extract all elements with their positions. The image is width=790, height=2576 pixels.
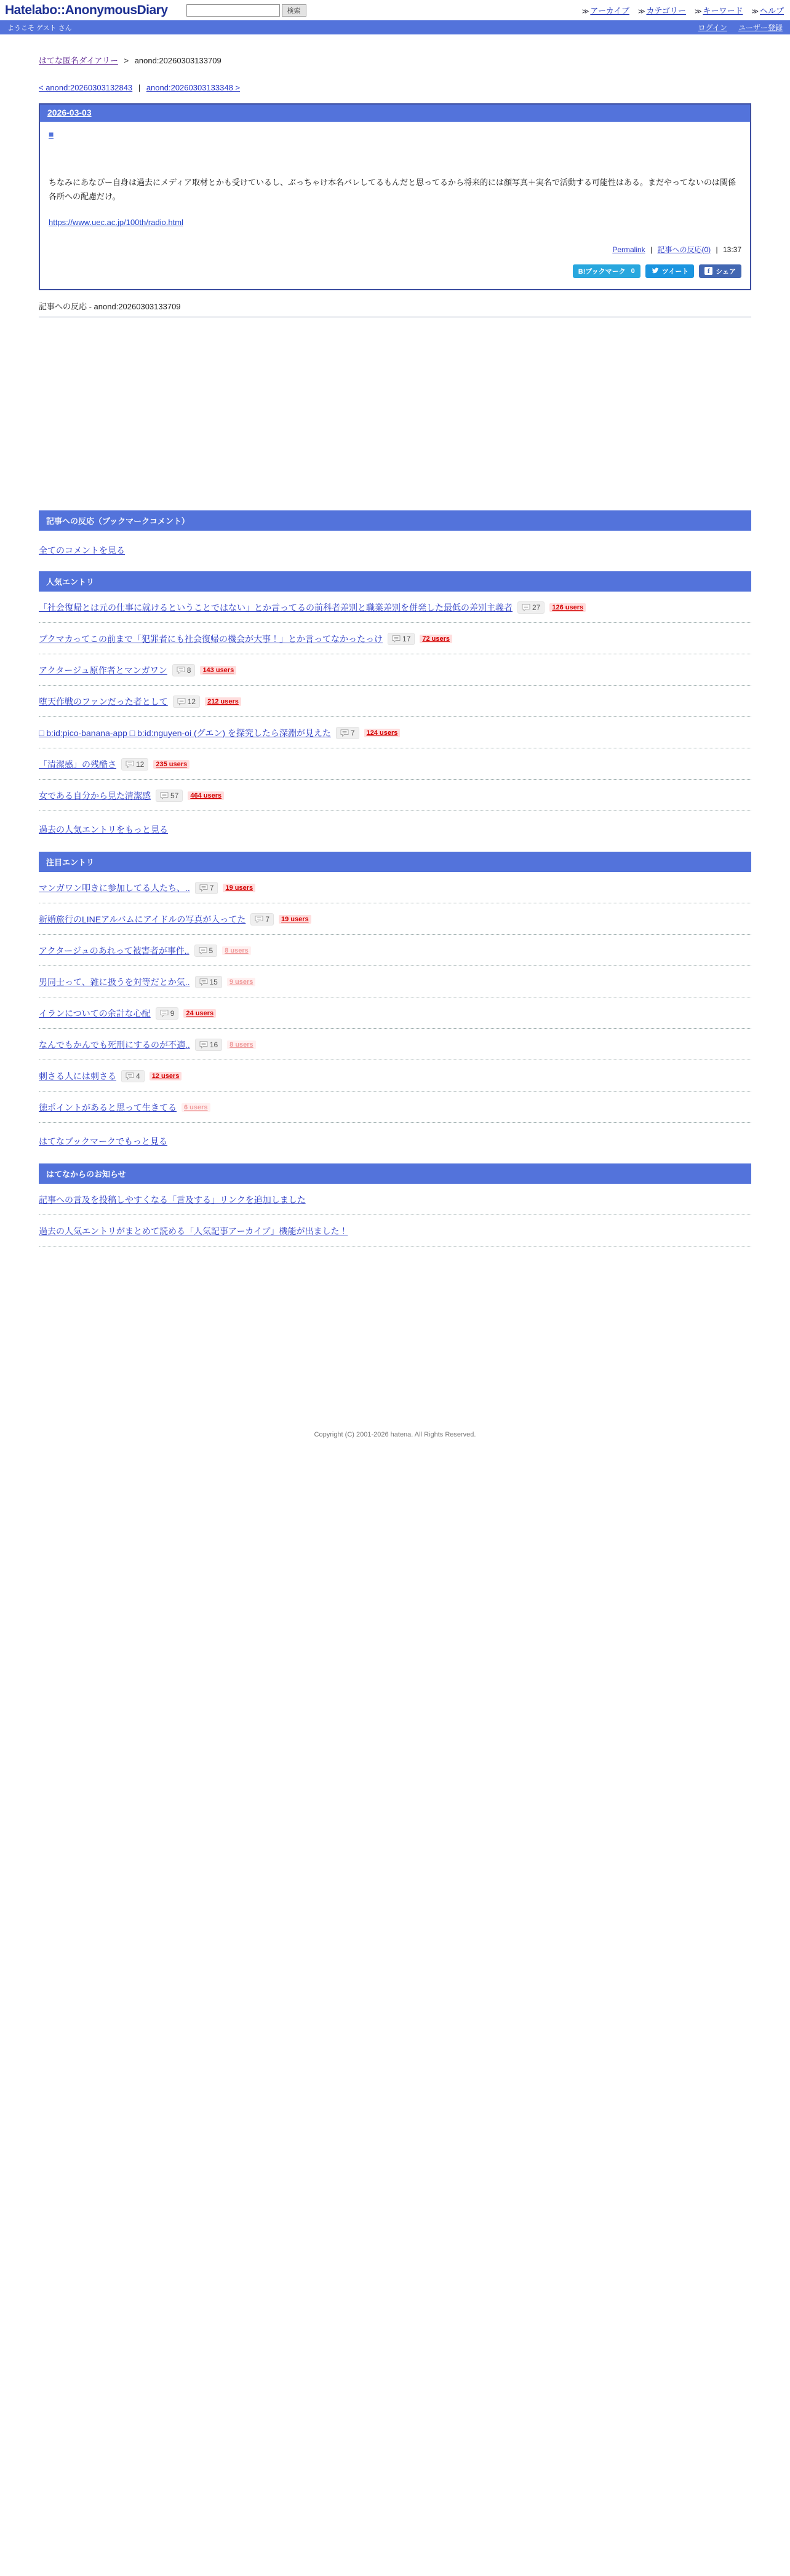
comment-bubble-icon[interactable]: [195, 882, 218, 894]
entry-link[interactable]: なんでもかんでも死刑にするのが不適..: [39, 1039, 190, 1050]
comment-count: 7: [265, 914, 270, 924]
comment-bubble-icon[interactable]: [388, 633, 415, 645]
news-item: [39, 1215, 751, 1246]
entry-link[interactable]: 新婚旅行のLINEアルバムにアイドルの写真が入ってた: [39, 914, 246, 924]
share-buttons: [49, 264, 741, 280]
entry-meta: [49, 244, 741, 255]
entry-link[interactable]: アクタージュ原作者とマンガワン: [39, 665, 167, 675]
users-badge[interactable]: 235 users: [153, 760, 190, 769]
hatena-bookmark-count: 0: [631, 267, 635, 275]
section-header-featured: 注目エントリ: [39, 852, 751, 872]
more-popular-link[interactable]: 過去の人気エントリをもっと見る: [39, 824, 168, 834]
site-logo[interactable]: Hatelabo::AnonymousDiary: [5, 2, 168, 17]
comment-count: 5: [209, 946, 213, 955]
meta-separator: |: [716, 245, 718, 254]
permalink-link[interactable]: Permalink: [612, 245, 645, 254]
list-item: [39, 903, 751, 935]
entry-url-link[interactable]: https://www.uec.ac.jp/100th/radio.html: [49, 217, 183, 227]
comment-count: 7: [209, 883, 214, 892]
comment-bubble-icon[interactable]: [194, 945, 218, 957]
list-item: [39, 780, 751, 811]
entry-time: 13:37: [722, 245, 741, 254]
users-badge[interactable]: 8 users: [222, 946, 251, 955]
entry-date-link[interactable]: 2026-03-03: [47, 108, 92, 117]
entry-link[interactable]: イランについての余計な心配: [39, 1008, 151, 1018]
comment-bubble-icon[interactable]: [156, 790, 183, 802]
nav-keyword[interactable]: キーワード: [703, 6, 743, 15]
comment-count: 27: [532, 603, 541, 612]
tweet-button[interactable]: [645, 264, 694, 278]
list-item: [39, 872, 751, 903]
entry-link[interactable]: ブクマカってこの前まで「犯罪者にも社会復帰の機会が大事！」とか言ってなかったっけ: [39, 633, 383, 644]
comment-count: 7: [350, 728, 355, 737]
hatena-bookmark-button[interactable]: [573, 264, 640, 278]
facebook-share-button[interactable]: [699, 264, 741, 278]
footer-copyright: Copyright (C) 2001-2026 hatena. All Rights Reserved.: [314, 1430, 476, 1438]
list-item: [39, 686, 751, 717]
list-item: [39, 654, 751, 686]
reaction-note: 記事への反応 - anond:20260303133709: [39, 300, 751, 317]
comment-bubble-icon[interactable]: [195, 1039, 222, 1051]
twitter-bird-icon: [651, 267, 659, 275]
login-link[interactable]: ログイン: [698, 23, 727, 32]
next-entry-link[interactable]: anond:20260303133348 >: [146, 83, 241, 92]
news-link[interactable]: 過去の人気エントリがまとめて読める「人気記事アーカイブ」機能が出ました！: [39, 1226, 348, 1236]
comment-count: 4: [136, 1071, 140, 1080]
entry-link[interactable]: □ b:id:pico-banana-app □ b:id:nguyen-oi (グエン) を探究したら深淵が見えた: [39, 727, 331, 738]
section-header-popular: 人気エントリ: [39, 571, 751, 592]
entry-link[interactable]: 女である自分から見た清潔感: [39, 790, 151, 801]
users-badge[interactable]: 6 users: [182, 1103, 210, 1112]
entry-link[interactable]: 「社会復帰とは元の仕事に就けるということではない」とか言ってるの前科者差別と職業差別を併発した最低の差別主義者: [39, 602, 513, 612]
chevron-icon: ≫: [694, 8, 702, 15]
users-badge[interactable]: 464 users: [188, 791, 224, 800]
users-badge[interactable]: 72 users: [420, 635, 452, 643]
comment-bubble-icon[interactable]: [336, 727, 359, 739]
list-item: [39, 1060, 751, 1092]
list-item: [39, 1092, 751, 1123]
prev-entry-link[interactable]: < anond:20260303132843: [39, 83, 133, 92]
comment-count: 12: [187, 697, 196, 706]
breadcrumb-separator: >: [124, 56, 129, 65]
pager-divider: |: [138, 83, 141, 92]
entry-link[interactable]: 刺さる人には刺さる: [39, 1071, 116, 1081]
nav-archive[interactable]: アーカイブ: [590, 6, 629, 15]
register-link[interactable]: ユーザー登録: [738, 23, 783, 32]
comment-count: 8: [186, 665, 191, 675]
comment-count: 17: [402, 634, 411, 643]
users-badge[interactable]: 24 users: [183, 1009, 216, 1018]
users-badge[interactable]: 126 users: [549, 603, 586, 612]
search-box: [186, 4, 306, 17]
comment-bubble-icon[interactable]: [156, 1007, 179, 1020]
comment-count: 16: [209, 1040, 218, 1049]
list-item: [39, 592, 751, 623]
comment-bubble-icon[interactable]: [195, 976, 222, 988]
hatena-bookmark-label: B!ブックマーク: [578, 268, 626, 275]
spacer: [39, 1438, 751, 2576]
chevron-icon: ≫: [751, 8, 759, 15]
entry-link[interactable]: 「清潔感」の残酷さ: [39, 759, 116, 769]
breadcrumb: [39, 54, 751, 66]
comment-bubble-icon[interactable]: [172, 664, 196, 676]
comment-count: 9: [170, 1009, 175, 1018]
entry-link[interactable]: 徳ポイントがあると思って生きてる: [39, 1102, 177, 1112]
welcome-bar: [0, 20, 790, 34]
list-item: [39, 1029, 751, 1060]
users-badge[interactable]: 212 users: [205, 697, 241, 706]
list-item: [39, 717, 751, 748]
more-featured-link[interactable]: はてなブックマークでもっと見る: [39, 1136, 168, 1146]
entry-text: ちなみにあなぴー自身は過去にメディア取材とかも受けているし、ぶっちゃけ本名バレしてるもんだと思ってるから将来的には顔写真＋実名で活動する可能性はある。まだやってないのは関係各所への配慮だけ。: [49, 178, 736, 201]
entry-link[interactable]: マンガワン叩きに参加してる人たち、..: [39, 882, 190, 893]
meta-separator: |: [650, 245, 653, 254]
top-nav: [582, 4, 784, 16]
users-badge[interactable]: 9 users: [227, 978, 256, 986]
entry-pager: [39, 83, 751, 92]
users-badge[interactable]: 124 users: [364, 729, 401, 737]
comment-count: 57: [170, 791, 179, 800]
list-item: [39, 935, 751, 966]
list-item: [39, 748, 751, 780]
list-item: [39, 997, 751, 1029]
top-header: [0, 0, 790, 20]
chevron-icon: ≫: [581, 8, 589, 15]
comment-bubble-icon[interactable]: [121, 758, 148, 771]
entry-date-bar: [40, 105, 750, 122]
facebook-icon: f: [704, 267, 712, 275]
comment-bubble-icon[interactable]: [517, 601, 545, 614]
search-input[interactable]: [186, 4, 280, 17]
list-item: [39, 966, 751, 997]
section-header-news: はてなからのお知らせ: [39, 1163, 751, 1184]
entry-link[interactable]: アクタージュのあれって被害者が事件..: [39, 945, 190, 956]
see-all-comments-link[interactable]: 全てのコメントを見る: [39, 545, 125, 555]
diary-entry: [39, 103, 751, 290]
spacer: [39, 317, 751, 502]
nav-category[interactable]: カテゴリー: [646, 6, 686, 15]
entry-body: [40, 122, 750, 289]
section-header-comments: 記事への反応（ブックマークコメント）: [39, 510, 751, 531]
users-badge[interactable]: 12 users: [150, 1072, 182, 1080]
list-item: [39, 623, 751, 654]
share-label: シェア: [716, 268, 736, 275]
entry-reactions-link[interactable]: 記事への反応(0): [657, 245, 711, 254]
comment-count: 15: [209, 977, 218, 986]
welcome-text: ようこそ ゲスト さん: [7, 24, 72, 32]
breadcrumb-root-link[interactable]: はてな匿名ダイアリー: [39, 56, 118, 65]
entry-link[interactable]: 堕天作戦のファンだった者として: [39, 696, 168, 707]
tweet-label: ツイート: [661, 268, 689, 275]
comment-bubble-icon[interactable]: [173, 696, 200, 708]
nav-help[interactable]: ヘルプ: [759, 6, 784, 15]
users-badge[interactable]: 19 users: [279, 915, 311, 924]
chevron-icon: ≫: [637, 8, 645, 15]
users-badge[interactable]: 8 users: [227, 1040, 256, 1049]
comment-bubble-icon[interactable]: [250, 913, 274, 925]
breadcrumb-current: anond:20260303133709: [134, 56, 221, 65]
entry-link[interactable]: 男同士って、雑に扱うを対等だとか気..: [39, 977, 190, 987]
users-badge[interactable]: 143 users: [200, 666, 236, 675]
search-button[interactable]: 検索: [282, 4, 306, 17]
entry-title-anchor-icon[interactable]: ■: [49, 129, 54, 139]
news-item: [39, 1184, 751, 1215]
comment-count: 12: [136, 759, 145, 769]
comment-bubble-icon[interactable]: [121, 1070, 145, 1082]
users-badge[interactable]: 19 users: [223, 884, 255, 892]
news-link[interactable]: 記事への言及を投稿しやすくなる「言及する」リンクを追加しました: [39, 1194, 306, 1205]
